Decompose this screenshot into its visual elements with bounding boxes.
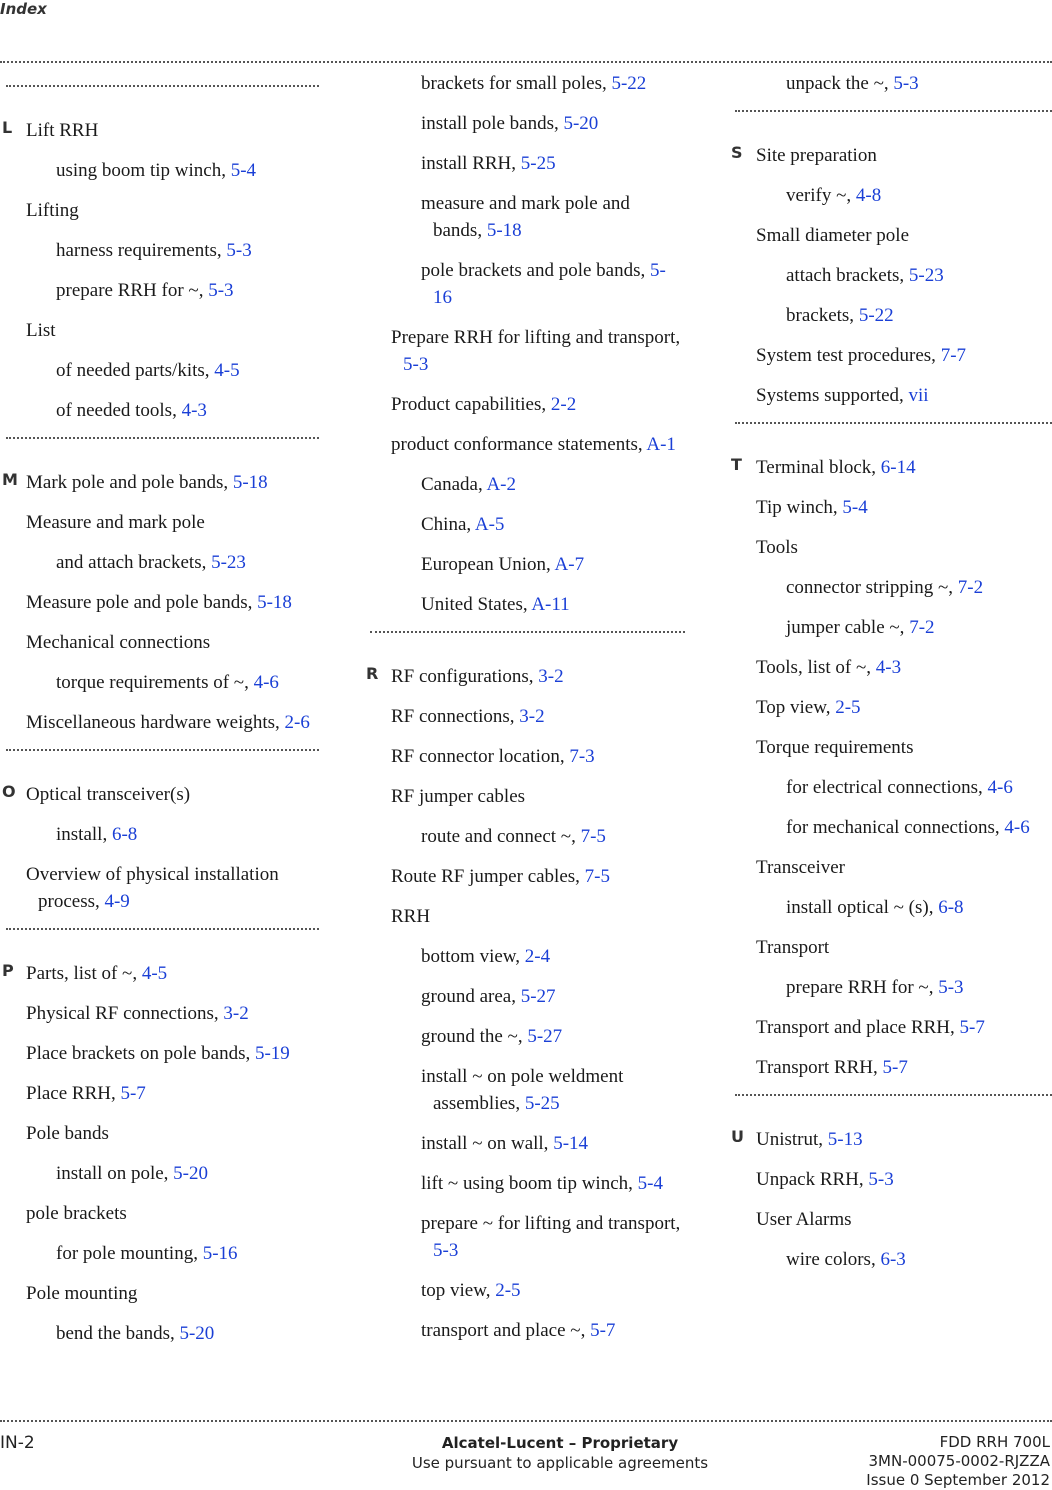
index-letter: U [731, 1127, 744, 1146]
index-group-m [2, 469, 319, 736]
index-letter: R [366, 664, 379, 683]
index-entry [735, 1014, 1052, 1041]
index-subentry [370, 551, 685, 578]
index-entry [735, 1166, 1052, 1193]
page-reference-link[interactable]: 4-3 [875, 657, 902, 678]
index-subentry [370, 190, 685, 244]
entry-text: Transport RRH, [756, 1057, 883, 1078]
index-group-r [366, 663, 685, 1344]
index-subentry [735, 70, 1052, 97]
index-subentry [735, 302, 1052, 329]
index-entry [6, 509, 319, 536]
entry-text: and attach brackets, [56, 552, 212, 573]
index-column-2 [366, 70, 685, 1357]
entry-text: brackets for small poles, [421, 73, 612, 94]
entry-text: Top view, [756, 697, 836, 718]
index-group-p [2, 960, 319, 1347]
index-subentry [6, 821, 319, 848]
index-group-continued [735, 70, 1052, 97]
page-reference-link[interactable]: 5-7 [882, 1057, 908, 1078]
page-reference-link[interactable]: 5-4 [230, 160, 257, 181]
entry-text: Route RF jumper cables, [391, 866, 585, 887]
entry-text: measure and mark pole and bands, [421, 193, 630, 241]
footer-usage: Use pursuant to applicable agreements [411, 1454, 709, 1472]
page-reference-link[interactable]: A-7 [554, 554, 585, 575]
entry-text: Mark pole and pole bands, [26, 472, 233, 493]
entry-text: attach brackets, [786, 265, 909, 286]
entry-text: unpack the ~, [786, 73, 894, 94]
entry-text: Mechanical connections [26, 632, 211, 653]
page-reference-link[interactable]: 4-9 [104, 891, 130, 912]
index-subentry [370, 1317, 685, 1344]
index-entry [6, 589, 319, 616]
index-subentry [370, 150, 685, 177]
entry-text: using boom tip winch, [56, 160, 231, 181]
section-divider [6, 437, 319, 439]
entry-text: install on pole, [56, 1163, 174, 1184]
page-reference-link[interactable]: 2-6 [284, 712, 310, 733]
entry-text: install, [56, 824, 112, 845]
entry-text: Tools, list of ~, [756, 657, 876, 678]
entry-text: Optical transceiver(s) [26, 784, 191, 805]
page-reference-link[interactable]: 5-27 [527, 1026, 563, 1047]
page-reference-link[interactable]: 5-14 [553, 1133, 589, 1154]
entry-text: Transceiver [756, 857, 845, 878]
page-reference-link[interactable]: 5-4 [842, 497, 868, 518]
section-divider [6, 928, 319, 930]
index-column-3 [731, 70, 1052, 1286]
entry-text: Measure pole and pole bands, [26, 592, 258, 613]
entry-text: product conformance statements, [391, 434, 647, 455]
entry-text: Pole mounting [26, 1283, 138, 1304]
index-subentry [735, 262, 1052, 289]
entry-text: Parts, list of ~, [26, 963, 142, 984]
index-entry [6, 1200, 319, 1227]
index-subentry [370, 511, 685, 538]
index-subentry [6, 357, 319, 384]
index-group-s [731, 142, 1052, 409]
page-reference-link[interactable]: 5-7 [959, 1017, 985, 1038]
page-reference-link[interactable]: 6-3 [880, 1249, 906, 1270]
index-entry [370, 743, 685, 770]
entry-text: ground the ~, [421, 1026, 528, 1047]
index-subentry [735, 182, 1052, 209]
entry-text: Unpack RRH, [756, 1169, 869, 1190]
entry-text: Product capabilities, [391, 394, 551, 415]
section-divider [735, 1094, 1052, 1096]
entry-text: Pole bands [26, 1123, 109, 1144]
index-letter: P [2, 961, 14, 980]
entry-text: for mechanical connections, [786, 817, 1005, 838]
index-subentry [735, 1246, 1052, 1273]
entry-text: European Union, [421, 554, 555, 575]
footer-proprietary [350, 1433, 770, 1473]
entry-text: RF jumper cables [391, 786, 526, 807]
page-reference-link[interactable]: 4-6 [253, 672, 279, 693]
page-reference-link[interactable]: 7-2 [909, 617, 935, 638]
entry-text: route and connect ~, [421, 826, 581, 847]
page-reference-link[interactable]: 5-3 [868, 1169, 894, 1190]
index-entry [735, 494, 1052, 521]
footer-product: FDD RRH 700L [939, 1433, 1050, 1451]
index-subentry [735, 774, 1052, 801]
page-reference-link[interactable]: 2-5 [495, 1280, 521, 1301]
entry-text: install optical ~ (s), [786, 897, 939, 918]
index-entry [6, 1040, 319, 1067]
page-reference-link[interactable]: 5-18 [486, 220, 522, 241]
index-entry [735, 382, 1052, 409]
entry-text: connector stripping ~, [786, 577, 958, 598]
index-subentry [370, 1277, 685, 1304]
page-reference-link[interactable]: 4-3 [181, 400, 207, 421]
entry-text: Terminal block, [756, 457, 881, 478]
index-entry [735, 342, 1052, 369]
page-reference-link[interactable]: 4-6 [1004, 817, 1030, 838]
entry-text: of needed tools, [56, 400, 182, 421]
index-subentry [6, 397, 319, 424]
header-rule [0, 61, 1052, 63]
index-letter: M [2, 470, 18, 489]
index-letter: L [2, 118, 13, 137]
entry-text: Place RRH, [26, 1083, 121, 1104]
page-reference-link[interactable]: A-1 [646, 434, 676, 455]
index-entry [6, 469, 319, 496]
entry-text: prepare ~ for lifting and transport, [421, 1213, 681, 1234]
entry-text: Lifting [26, 200, 79, 221]
entry-text: Canada, [421, 474, 487, 495]
section-divider [735, 422, 1052, 424]
index-subentry [370, 471, 685, 498]
index-entry [6, 1120, 319, 1147]
page-reference-link[interactable]: 5-7 [590, 1320, 616, 1341]
entry-text: install pole bands, [421, 113, 564, 134]
entry-text: Transport and place RRH, [756, 1017, 960, 1038]
page-reference-link[interactable]: 2-5 [835, 697, 861, 718]
index-entry [6, 629, 319, 656]
index-letter: O [2, 782, 16, 801]
section-divider [735, 110, 1052, 112]
footer-company: Alcatel-Lucent – Proprietary [441, 1434, 679, 1452]
page-reference-link[interactable]: 5-18 [257, 592, 292, 613]
entry-text: ground area, [421, 986, 521, 1007]
page-reference-link[interactable]: 5-3 [208, 280, 234, 301]
entry-text: prepare RRH for ~, [786, 977, 939, 998]
entry-text: Lift RRH [26, 120, 99, 141]
entry-text: List [26, 320, 56, 341]
page-reference-link[interactable]: 5-3 [893, 73, 919, 94]
entry-text: Transport [756, 937, 830, 958]
index-entry [6, 861, 319, 915]
index-subentry [370, 70, 685, 97]
index-subentry [370, 983, 685, 1010]
page-reference-link[interactable]: 4-8 [855, 185, 882, 206]
index-group-continued [370, 70, 685, 618]
index-subentry [6, 1240, 319, 1267]
index-entry [735, 934, 1052, 961]
index-letter: S [731, 143, 743, 162]
index-group-t [731, 454, 1052, 1081]
page-reference-link[interactable]: 5-22 [858, 305, 894, 326]
entry-text: Overview of physical installation process, [26, 864, 279, 912]
index-subentry [370, 1210, 685, 1264]
page-reference-link[interactable]: 5-19 [254, 1043, 290, 1064]
entry-text: Site preparation [756, 145, 877, 166]
index-group-o [2, 781, 319, 915]
index-subentry [370, 1023, 685, 1050]
page-reference-link[interactable]: 5-7 [120, 1083, 146, 1104]
page-reference-link[interactable]: 4-5 [141, 963, 168, 984]
index-entry [370, 903, 685, 930]
entry-text: China, [421, 514, 475, 535]
index-entry [6, 709, 319, 736]
page-reference-link[interactable]: 6-8 [111, 824, 138, 845]
entry-text: lift ~ using boom tip winch, [421, 1173, 638, 1194]
index-subentry [370, 1130, 685, 1157]
index-entry [6, 781, 319, 808]
entry-text: verify ~, [786, 185, 856, 206]
index-entry [370, 663, 685, 690]
page-reference-link[interactable]: 4-6 [987, 777, 1013, 798]
index-entry [370, 431, 685, 458]
entry-text: Miscellaneous hardware weights, [26, 712, 285, 733]
index-entry [6, 317, 319, 344]
page-reference-link[interactable]: 2-4 [524, 946, 551, 967]
entry-text: pole brackets [26, 1203, 127, 1224]
entry-text: Torque requirements [756, 737, 914, 758]
index-entry [370, 703, 685, 730]
page-reference-link[interactable]: 5-3 [938, 977, 964, 998]
index-entry [6, 1280, 319, 1307]
entry-text: install ~ on pole weldment assemblies, [421, 1066, 624, 1114]
index-subentry [6, 1320, 319, 1347]
page-reference-link[interactable]: vii [908, 385, 929, 406]
index-entry [735, 1206, 1052, 1233]
entry-text: Systems supported, [756, 385, 909, 406]
index-entry [6, 960, 319, 987]
entry-text: RF connections, [391, 706, 520, 727]
index-entry [735, 142, 1052, 169]
entry-text: for electrical connections, [786, 777, 988, 798]
entry-text: Physical RF connections, [26, 1003, 224, 1024]
index-entry [370, 863, 685, 890]
entry-text: harness requirements, [56, 240, 227, 261]
page-reference-link[interactable]: 6-14 [880, 457, 916, 478]
footer-rule [0, 1420, 1052, 1422]
page-reference-link[interactable]: 5-3 [403, 354, 429, 375]
entry-text: RRH [391, 906, 431, 927]
index-entry [735, 454, 1052, 481]
footer-doc-info [866, 1433, 1050, 1490]
section-divider [370, 631, 685, 633]
entry-text: install ~ on wall, [421, 1133, 554, 1154]
index-group-u [731, 1126, 1052, 1273]
index-entry [370, 324, 685, 378]
index-subentry [735, 894, 1052, 921]
entry-text: Prepare RRH for lifting and transport, [391, 327, 681, 348]
page-reference-link[interactable]: 6-8 [938, 897, 964, 918]
entry-text: install RRH, [421, 153, 521, 174]
entry-text: pole brackets and pole bands, [421, 260, 650, 281]
entry-text: User Alarms [756, 1209, 852, 1230]
entry-text: Small diameter pole [756, 225, 910, 246]
entry-text: Unistrut, [756, 1129, 828, 1150]
page-reference-link[interactable]: 5-25 [524, 1093, 560, 1114]
entry-text: bend the bands, [56, 1323, 180, 1344]
page-reference-link[interactable]: 3-2 [223, 1003, 249, 1024]
page-reference-link[interactable]: A-5 [474, 514, 505, 535]
page-reference-link[interactable]: 3-2 [519, 706, 545, 727]
page-reference-link[interactable]: A-11 [531, 594, 570, 615]
index-entry [6, 1000, 319, 1027]
index-entry [735, 1054, 1052, 1081]
entry-text: Tools [756, 537, 798, 558]
page-reference-link[interactable]: 4-5 [214, 360, 240, 381]
index-subentry [370, 257, 685, 311]
entry-text: Tip winch, [756, 497, 843, 518]
index-entry [735, 734, 1052, 761]
index-subentry [370, 943, 685, 970]
running-head: Index [0, 0, 47, 18]
page-reference-link[interactable]: A-2 [486, 474, 516, 495]
page-reference-link[interactable]: 5-22 [611, 73, 647, 94]
page-reference-link[interactable]: 5-16 [433, 260, 666, 308]
entry-text: Measure and mark pole [26, 512, 205, 533]
page-reference-link[interactable]: 5-25 [520, 153, 556, 174]
page-reference-link[interactable]: 5-16 [202, 1243, 238, 1264]
entry-text: brackets, [786, 305, 859, 326]
index-subentry [370, 823, 685, 850]
index-subentry [6, 669, 319, 696]
page-reference-link[interactable]: 7-2 [957, 577, 984, 598]
index-subentry [735, 574, 1052, 601]
entry-text: top view, [421, 1280, 496, 1301]
entry-text: for pole mounting, [56, 1243, 203, 1264]
entry-text: torque requirements of ~, [56, 672, 254, 693]
entry-text: RF connector location, [391, 746, 570, 767]
page-reference-link[interactable]: 7-5 [580, 826, 606, 847]
index-subentry [6, 277, 319, 304]
entry-text: bottom view, [421, 946, 525, 967]
index-subentry [735, 974, 1052, 1001]
index-column-1 [2, 70, 319, 1360]
index-entry [735, 654, 1052, 681]
page-number: IN-2 [0, 1433, 35, 1453]
entry-text: RF configurations, [391, 666, 539, 687]
page-reference-link[interactable]: 7-7 [940, 345, 967, 366]
entry-text: jumper cable ~, [786, 617, 910, 638]
page-reference-link[interactable]: 5-4 [637, 1173, 663, 1194]
index-subentry [370, 591, 685, 618]
footer-doc-number: 3MN-00075-0002-RJZZA [868, 1452, 1050, 1470]
index-subentry [6, 1160, 319, 1187]
page-reference-link[interactable]: 5-20 [173, 1163, 208, 1184]
entry-text: Place brackets on pole bands, [26, 1043, 255, 1064]
index-subentry [735, 814, 1052, 841]
index-subentry [370, 1063, 685, 1117]
page-reference-link[interactable]: 5-20 [179, 1323, 215, 1344]
page-reference-link[interactable]: 7-3 [569, 746, 595, 767]
entry-text: System test procedures, [756, 345, 941, 366]
index-entry [6, 1080, 319, 1107]
index-entry [735, 694, 1052, 721]
page-reference-link[interactable]: 5-23 [908, 265, 944, 286]
index-entry [735, 854, 1052, 881]
index-entry [6, 197, 319, 224]
page-reference-link[interactable]: 5-3 [226, 240, 252, 261]
index-entry [735, 1126, 1052, 1153]
entry-text: transport and place ~, [421, 1320, 591, 1341]
index-entry [6, 117, 319, 144]
index-subentry [6, 157, 319, 184]
index-subentry [370, 1170, 685, 1197]
index-entry [735, 534, 1052, 561]
index-subentry [735, 614, 1052, 641]
entry-text: of needed parts/kits, [56, 360, 215, 381]
page-reference-link[interactable]: 5-18 [232, 472, 268, 493]
page-reference-link[interactable]: 5-20 [563, 113, 599, 134]
page-reference-link[interactable]: 5-13 [827, 1129, 863, 1150]
page-reference-link[interactable]: 2-2 [550, 394, 577, 415]
page-reference-link[interactable]: 3-2 [538, 666, 564, 687]
page-reference-link[interactable]: 5-27 [520, 986, 556, 1007]
entry-text: wire colors, [786, 1249, 881, 1270]
footer-issue: Issue 0 September 2012 [866, 1471, 1050, 1489]
index-subentry [6, 237, 319, 264]
page-reference-link[interactable]: 5-23 [211, 552, 246, 573]
index-letter: T [731, 455, 742, 474]
index-entry [370, 783, 685, 810]
index-subentry [6, 549, 319, 576]
entry-text: United States, [421, 594, 532, 615]
page-reference-link[interactable]: 5-3 [433, 1240, 459, 1261]
section-divider [6, 749, 319, 751]
index-entry [370, 391, 685, 418]
index-entry [735, 222, 1052, 249]
entry-text: prepare RRH for ~, [56, 280, 209, 301]
index-subentry [370, 110, 685, 137]
section-divider [6, 85, 319, 87]
page-reference-link[interactable]: 7-5 [584, 866, 610, 887]
index-group-l [2, 117, 319, 424]
